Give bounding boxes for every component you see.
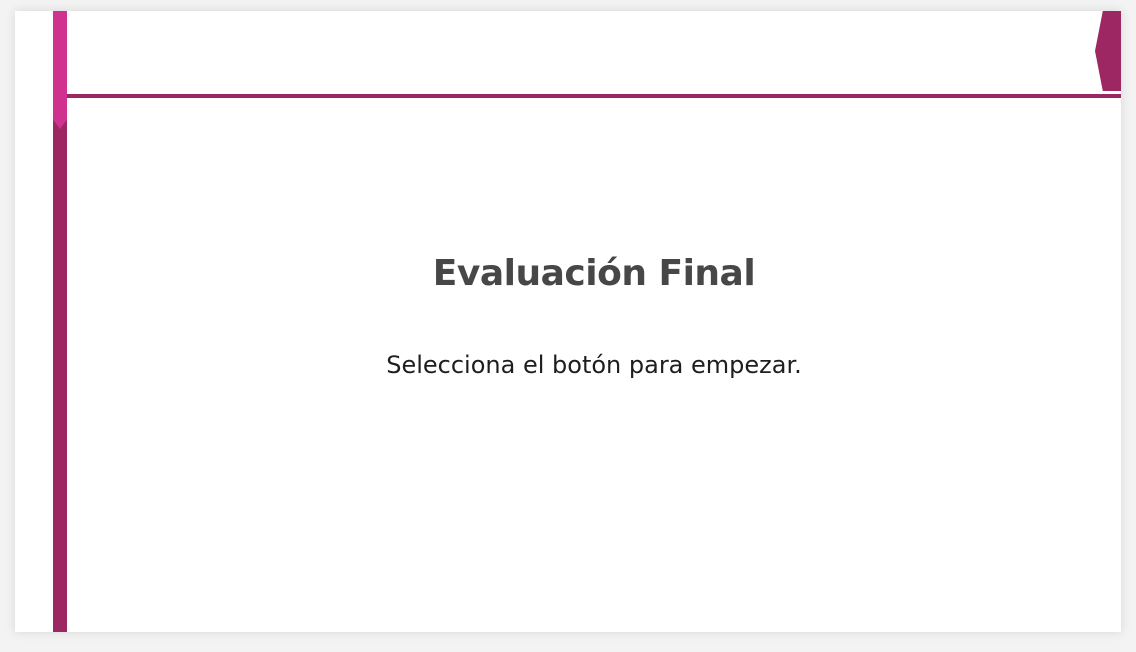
left-accent-tab (53, 11, 67, 129)
instruction-text: Selecciona el botón para empezar. (386, 351, 802, 379)
slide-content (67, 98, 1121, 632)
slide-canvas (15, 11, 1121, 632)
page-title: Evaluación Final (432, 253, 756, 294)
chevron-left-icon[interactable] (1095, 11, 1121, 91)
